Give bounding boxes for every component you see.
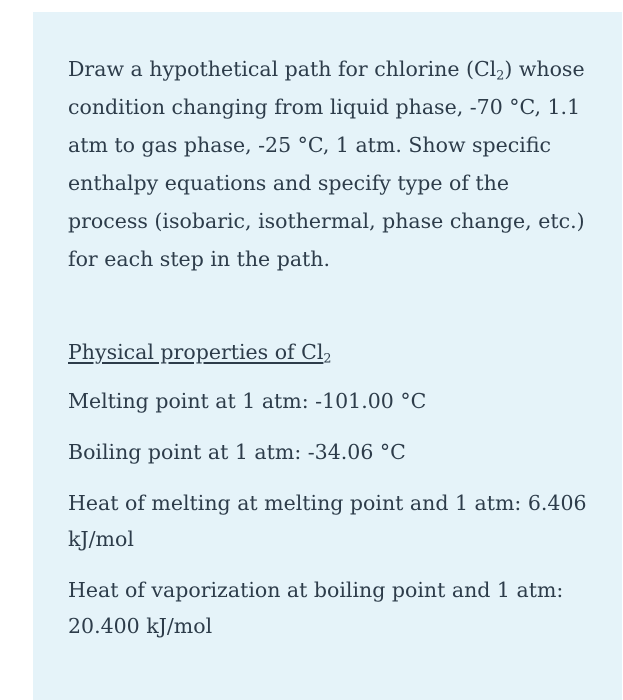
property-heat-of-melting: Heat of melting at melting point and 1 atm: 6.406 kJ/mol: [68, 491, 587, 551]
question-text-suffix: ) whose condition changing from liquid phase, -70 °C, 1.1 atm to gas phase, -25 °C, 1 atm. Show specific enthalpy equations and specify type of the process (isobaric, isothermal, phase change, etc.) for each step in the path.: [68, 57, 585, 271]
property-heat-of-vaporization: Heat of vaporization at boiling point and 1 atm: 20.400 kJ/mol: [68, 578, 564, 638]
property-melting-point: Melting point at 1 atm: -101.00 °C: [68, 389, 427, 413]
properties-title-text: Physical properties of Cl: [68, 340, 324, 364]
property-boiling-point: Boiling point at 1 atm: -34.06 °C: [68, 440, 406, 464]
properties-title: [68, 335, 588, 369]
question-card: [33, 12, 622, 700]
question-content: [68, 50, 588, 644]
question-text: [68, 50, 588, 278]
properties-title-subscript: 2: [323, 350, 332, 366]
question-chlorine-subscript: 2: [496, 67, 505, 83]
question-text-prefix: Draw a hypothetical path for chlorine (Cl: [68, 57, 497, 81]
